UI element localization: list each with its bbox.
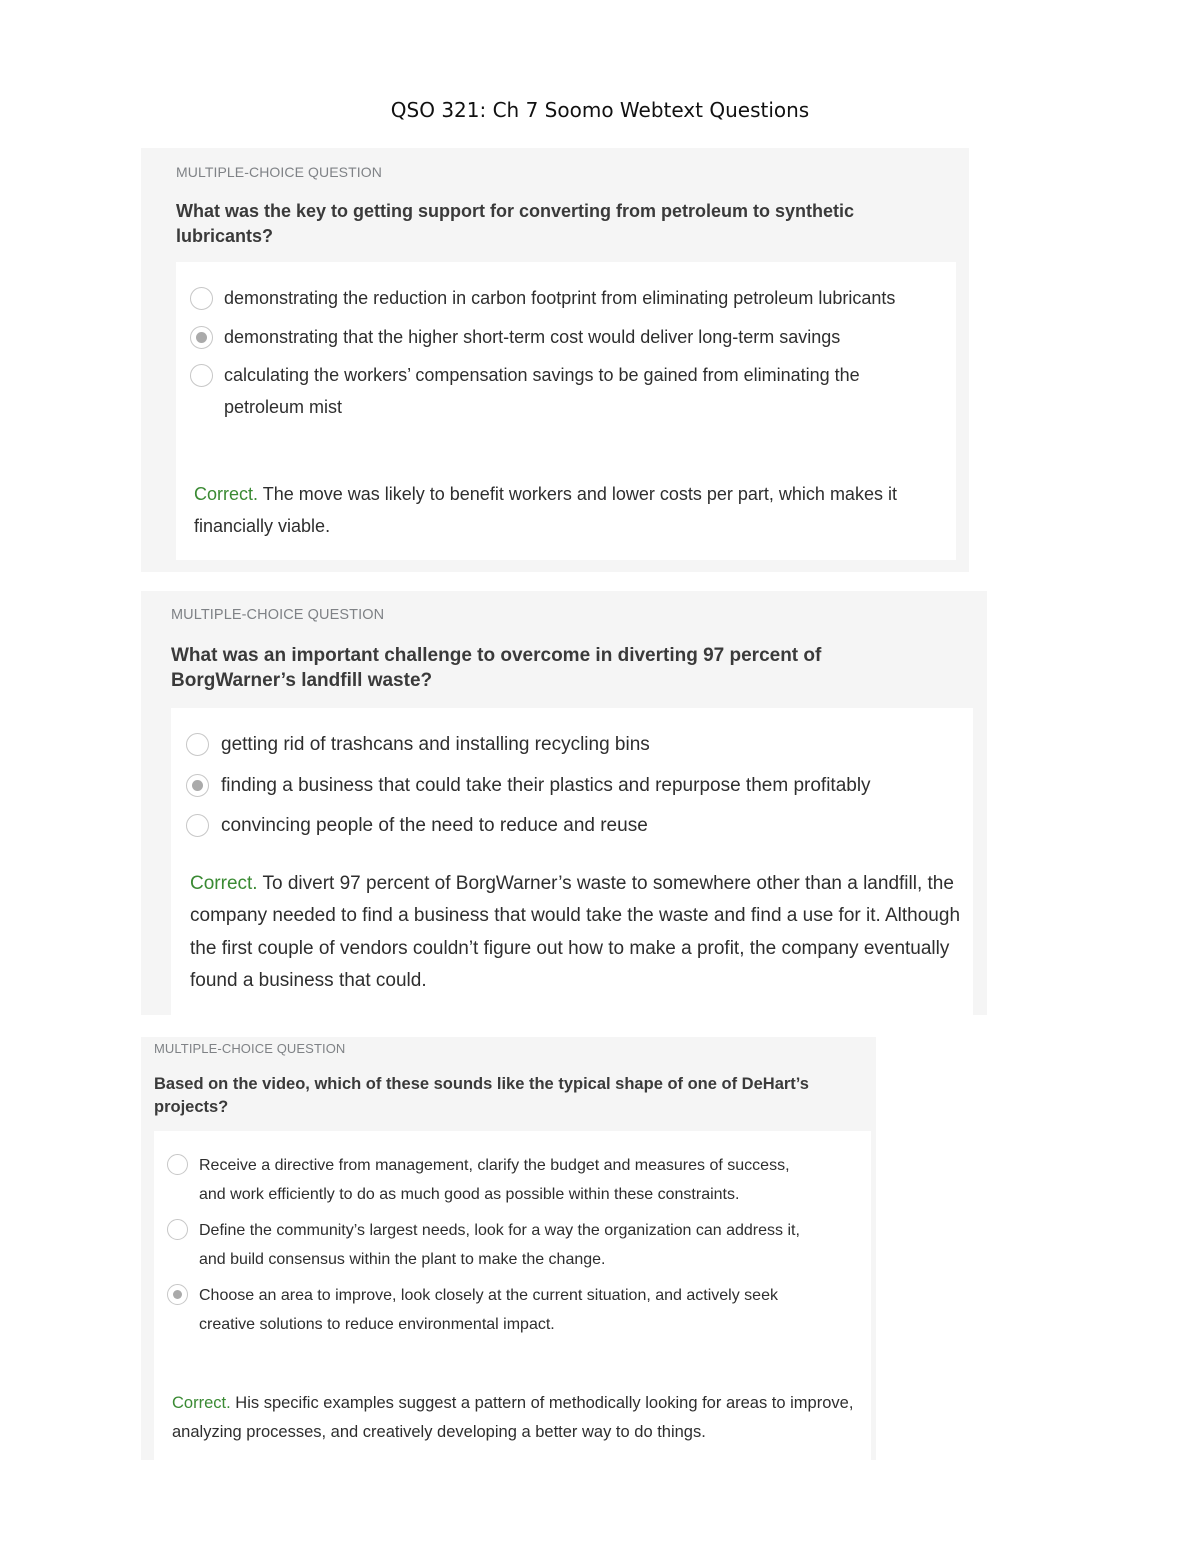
feedback xyxy=(194,479,934,542)
choice-item[interactable] xyxy=(224,322,944,354)
radio-button-selected[interactable] xyxy=(190,326,213,349)
question-text: What was the key to getting support for converting from petroleum to synthetic lubricants? xyxy=(176,201,855,246)
radio-button[interactable] xyxy=(190,364,213,387)
choice-item[interactable] xyxy=(199,1216,819,1274)
feedback xyxy=(172,1389,872,1447)
choice-label: Receive a directive from management, clarify the budget and measures of success, and work efficiently to do as much good as possible within these constraints. xyxy=(199,1157,790,1203)
choice-label: convincing people of the need to reduce and reuse xyxy=(221,815,648,836)
question-panel-3 xyxy=(141,1037,876,1460)
radio-button-selected[interactable] xyxy=(186,774,209,797)
choice-label: finding a business that could take their plastics and repurpose them profitably xyxy=(221,774,871,796)
choice-list xyxy=(221,730,961,852)
question-panel-1 xyxy=(141,148,969,572)
choice-label: calculating the workers’ compensation savings to be gained from eliminating the petroleum mist xyxy=(224,365,860,417)
radio-button-selected[interactable] xyxy=(167,1284,188,1305)
choice-item[interactable] xyxy=(199,1281,819,1339)
choice-label: demonstrating the reduction in carbon footprint from eliminating petroleum lubricants xyxy=(224,288,896,308)
radio-button[interactable] xyxy=(167,1219,188,1240)
choice-list xyxy=(199,1151,819,1346)
choice-item[interactable] xyxy=(224,360,944,423)
feedback-correct-label: Correct. xyxy=(194,484,259,504)
choice-label: getting rid of trashcans and installing recycling bins xyxy=(221,734,650,755)
radio-button[interactable] xyxy=(167,1154,188,1175)
radio-button[interactable] xyxy=(186,814,209,837)
feedback-text: To divert 97 percent of BorgWarner’s waste to somewhere other than a landfill, the company needed to find a business that would take the waste and find a use for it. Although the first couple of vendors couldn’t figure out how to make a profit, the company eventually found a business that could. xyxy=(190,873,961,991)
question-type-label: MULTIPLE-CHOICE QUESTION xyxy=(171,607,385,623)
question-panel-2 xyxy=(141,591,987,1015)
choice-label: demonstrating that the higher short-term cost would deliver long-term savings xyxy=(224,326,841,347)
choice-item[interactable] xyxy=(221,811,961,841)
choice-item[interactable] xyxy=(224,283,944,315)
choice-list xyxy=(224,283,944,430)
question-type-label: MULTIPLE-CHOICE QUESTION xyxy=(154,1041,346,1056)
question-text: What was an important challenge to overcome in diverting 97 percent of BorgWarner’s landfill waste? xyxy=(171,645,822,691)
radio-button[interactable] xyxy=(190,287,213,310)
document-title: QSO 321: Ch 7 Soomo Webtext Questions xyxy=(390,98,810,122)
feedback-correct-label: Correct. xyxy=(190,873,258,894)
feedback-text: His specific examples suggest a pattern of methodically looking for areas to improve, analyzing processes, and creatively developing a better way to do things. xyxy=(172,1394,854,1441)
choice-item[interactable] xyxy=(199,1151,819,1209)
feedback-correct-label: Correct. xyxy=(172,1394,231,1412)
feedback xyxy=(190,868,960,997)
question-type-label: MULTIPLE-CHOICE QUESTION xyxy=(176,164,382,180)
choice-label: Define the community’s largest needs, look for a way the organization can address it, and build consensus within the plant to make the change. xyxy=(199,1222,800,1268)
answer-card xyxy=(176,262,956,560)
answer-card xyxy=(154,1131,871,1460)
question-text: Based on the video, which of these sounds like the typical shape of one of DeHart’s projects? xyxy=(154,1075,809,1116)
choice-item[interactable] xyxy=(221,771,961,801)
feedback-text: The move was likely to benefit workers and lower costs per part, which makes it financially viable. xyxy=(194,484,897,536)
choice-label: Choose an area to improve, look closely at the current situation, and actively seek creative solutions to reduce environmental impact. xyxy=(199,1287,778,1333)
radio-button[interactable] xyxy=(186,733,209,756)
answer-card xyxy=(171,708,973,1015)
choice-item[interactable] xyxy=(221,730,961,760)
